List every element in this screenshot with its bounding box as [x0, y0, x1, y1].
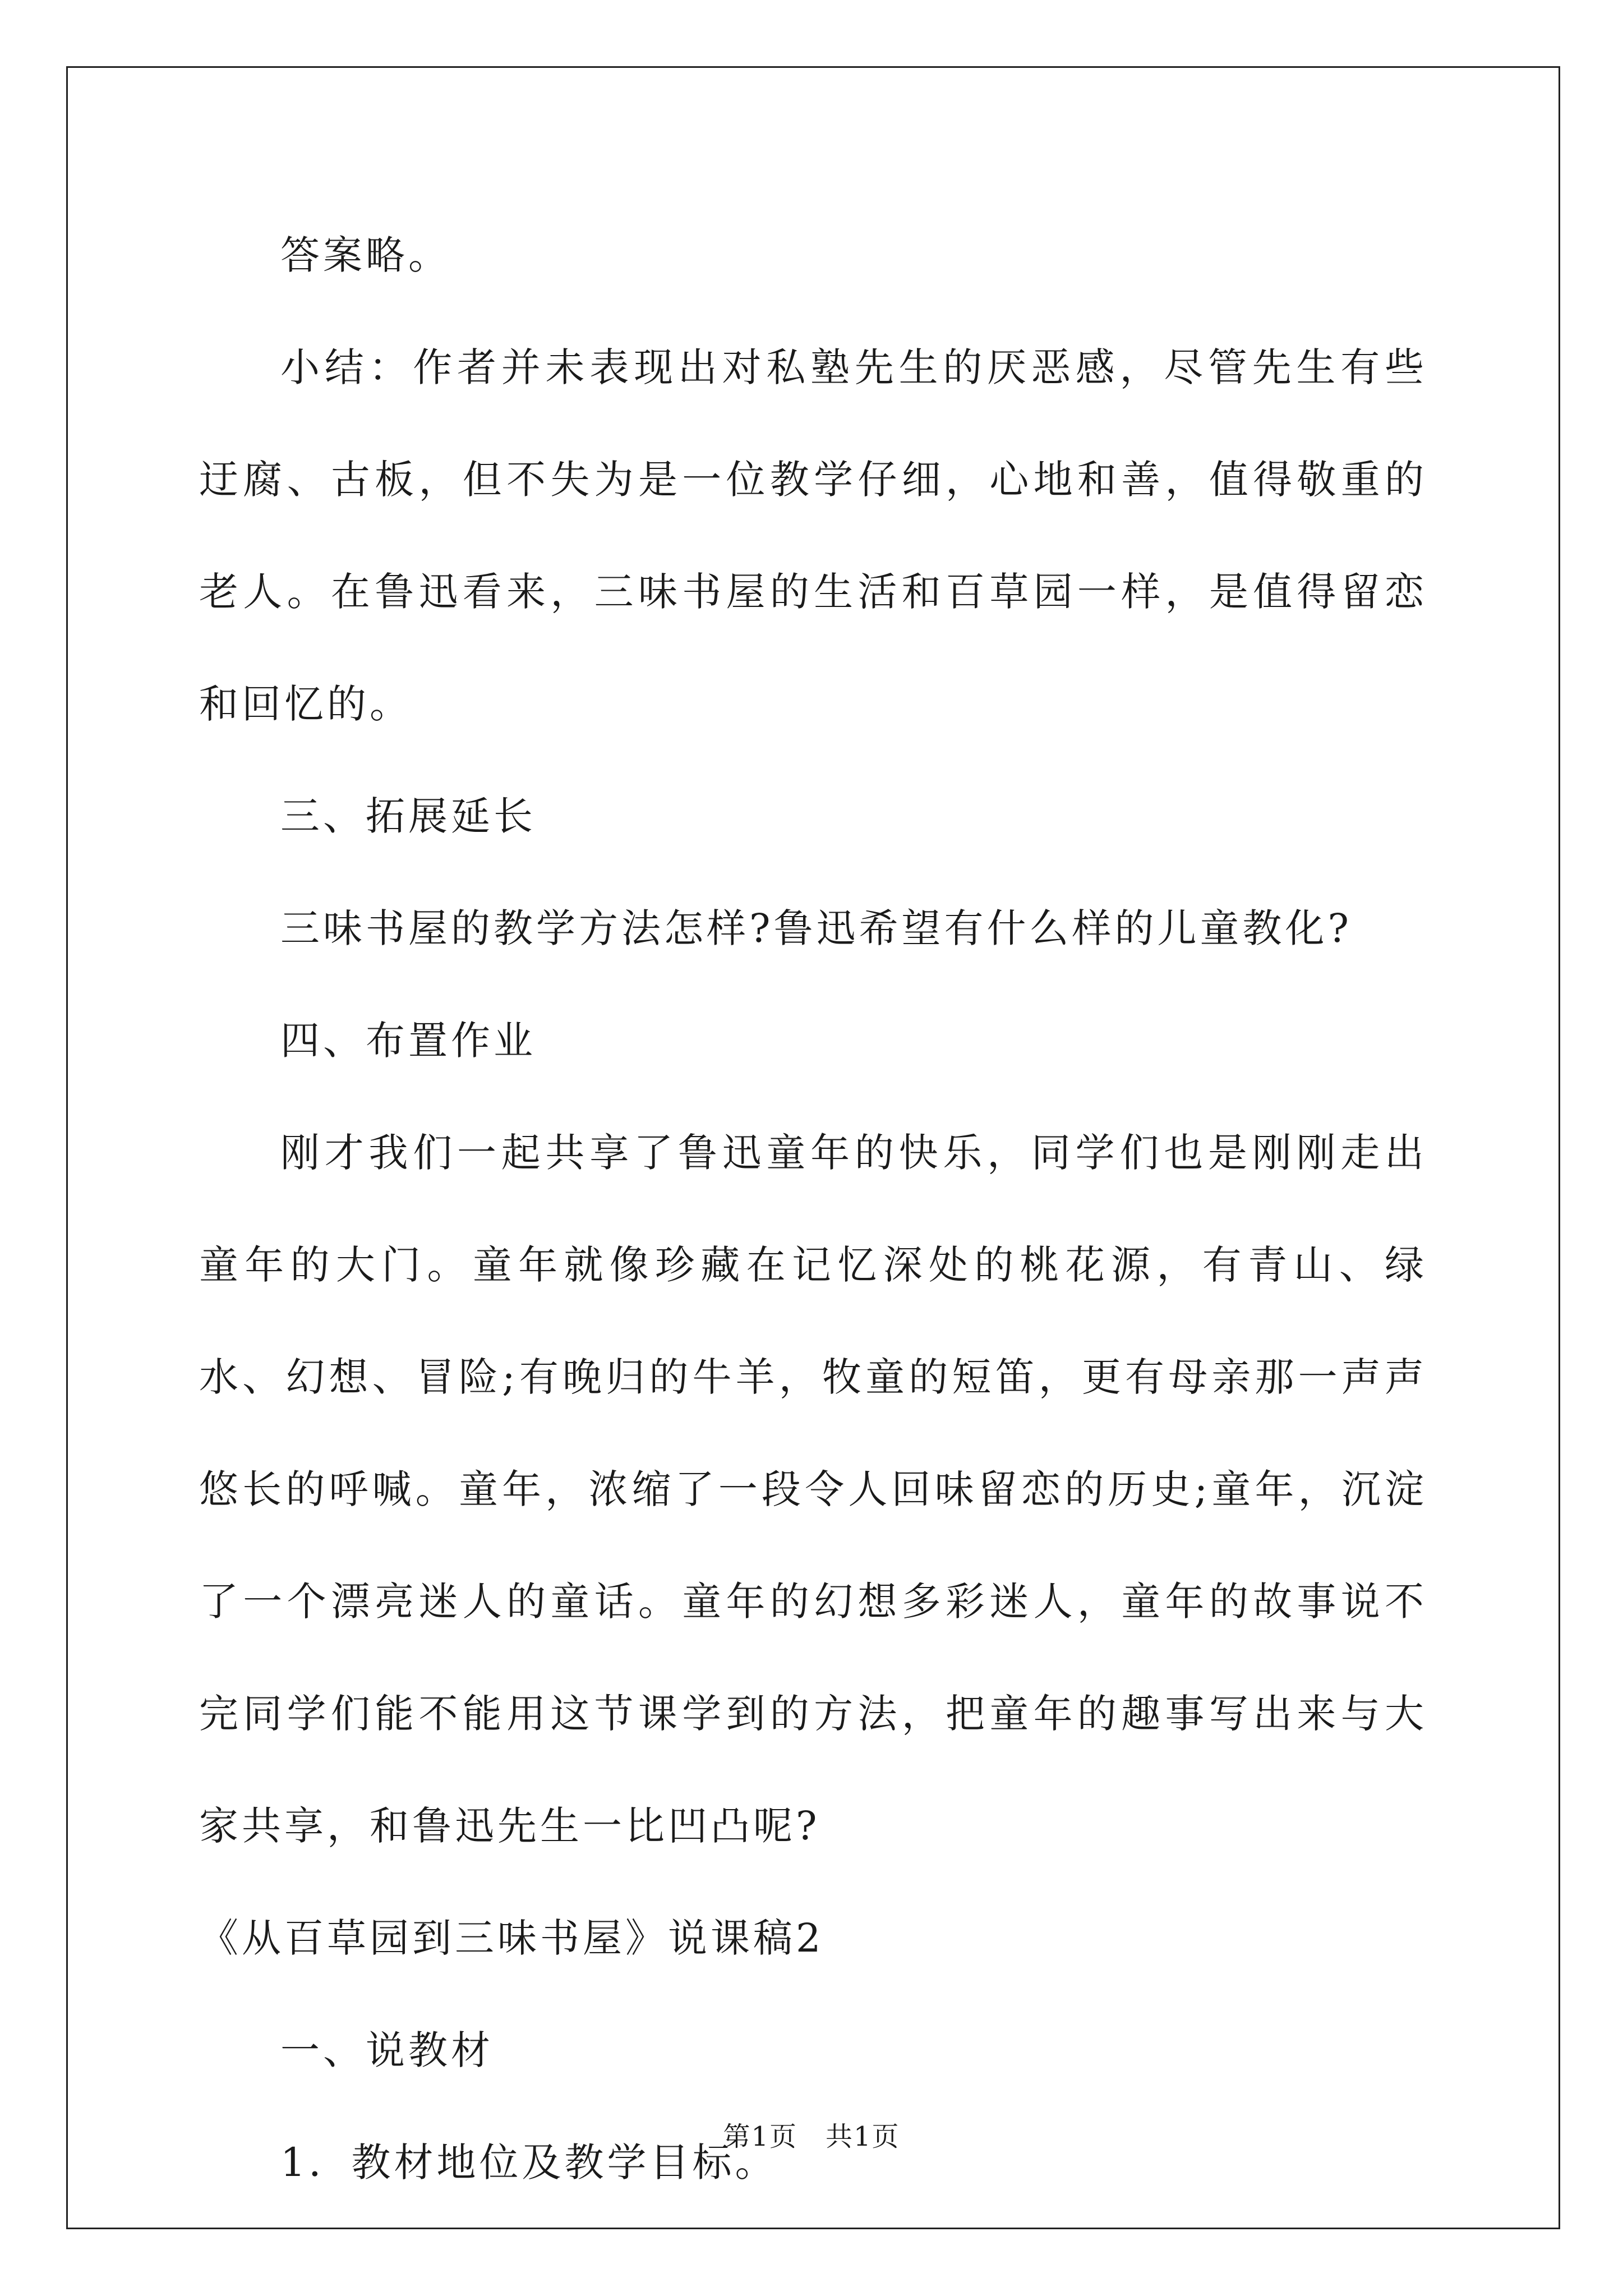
document-body — [199, 199, 1427, 2219]
heading-goals: 1．教材地位及教学目标。 — [280, 2139, 778, 2185]
paragraph-homework: 刚才我们一起共享了鲁迅童年的快乐，同学们也是刚刚走出童年的大门。童年就像珍藏在记忆深处的桃花源，有青山、绿水、幻想、冒险;有晚归的牛羊，牧童的短笛，更有母亲那一声声悠长的呼喊。童年，浓缩了一段令人回味留恋的历史;童年，沉淀了一个漂亮迷人的童话。童年的幻想多彩迷人，童年的故事说不完同学们能不能用这节课学到的方法，把童年的趣事写出来与大家共享，和鲁迅先生一比凹凸呢? — [199, 1130, 1427, 1849]
page-footer — [0, 2115, 1623, 2154]
heading-textbook: 一、说教材 — [280, 2027, 494, 2073]
paragraph-answer: 答案略。 — [280, 232, 451, 278]
heading-homework: 四、布置作业 — [280, 1018, 536, 1064]
paragraph-summary: 小结：作者并未表现出对私塾先生的厌恶感，尽管先生有些迂腐、古板，但不失为是一位教学仔细，心地和善，值得敬重的老人。在鲁迅看来，三味书屋的生活和百草园一样，是值得留恋和回忆的。 — [199, 344, 1427, 727]
section-title: 《从百草园到三味书屋》说课稿2 — [199, 1915, 824, 1961]
page-number: 第1页 共1页 — [723, 2121, 900, 2152]
paragraph-question: 三味书屋的教学方法怎样?鲁迅希望有什么样的儿童教化? — [280, 905, 1353, 951]
heading-extension: 三、拓展延长 — [280, 793, 536, 839]
